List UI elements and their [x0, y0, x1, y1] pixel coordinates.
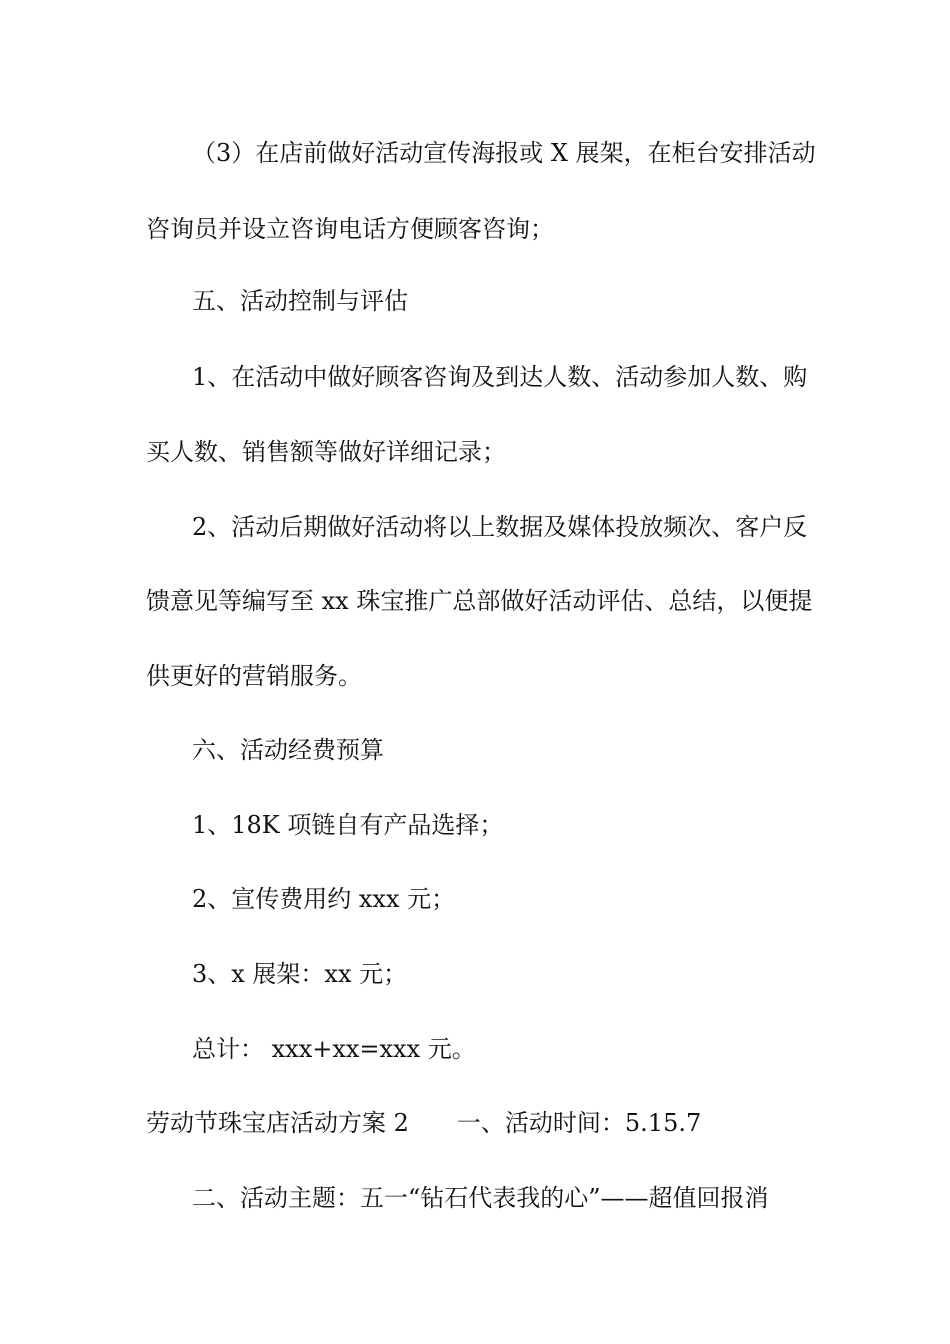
- paragraph-poster-setup-cont: 咨询员并设立咨询电话方便顾客咨询；: [146, 215, 554, 243]
- paragraph-record-cont: 买人数、销售额等做好详细记录；: [146, 438, 506, 466]
- section-heading-budget: 六、活动经费预算: [192, 736, 384, 764]
- section-heading-control: 五、活动控制与评估: [192, 287, 408, 315]
- budget-item-necklace: 1、18K 项链自有产品选择；: [192, 811, 504, 839]
- paragraph-evaluation-end: 供更好的营销服务。: [146, 662, 362, 690]
- paragraph-record: 1、在活动中做好顾客咨询及到达人数、活动参加人数、购: [192, 363, 808, 391]
- budget-item-promotion: 2、宣传费用约 xxx 元；: [192, 885, 456, 913]
- paragraph-theme: 二、活动主题：五一“钻石代表我的心”——超值回报消: [192, 1184, 769, 1212]
- paragraph-evaluation: 2、活动后期做好活动将以上数据及媒体投放频次、客户反: [192, 513, 808, 541]
- paragraph-poster-setup: （3）在店前做好活动宣传海报或 X 展架，在柜台安排活动: [192, 139, 816, 167]
- plan-two-heading: 劳动节珠宝店活动方案 2 一、活动时间：5.15.7: [146, 1109, 702, 1137]
- paragraph-evaluation-cont: 馈意见等编写至 xx 珠宝推广总部做好活动评估、总结，以便提: [146, 587, 813, 615]
- budget-item-display-stand: 3、x 展架：xx 元；: [192, 960, 408, 988]
- budget-total: 总计： xxx+xx=xxx 元。: [192, 1035, 476, 1063]
